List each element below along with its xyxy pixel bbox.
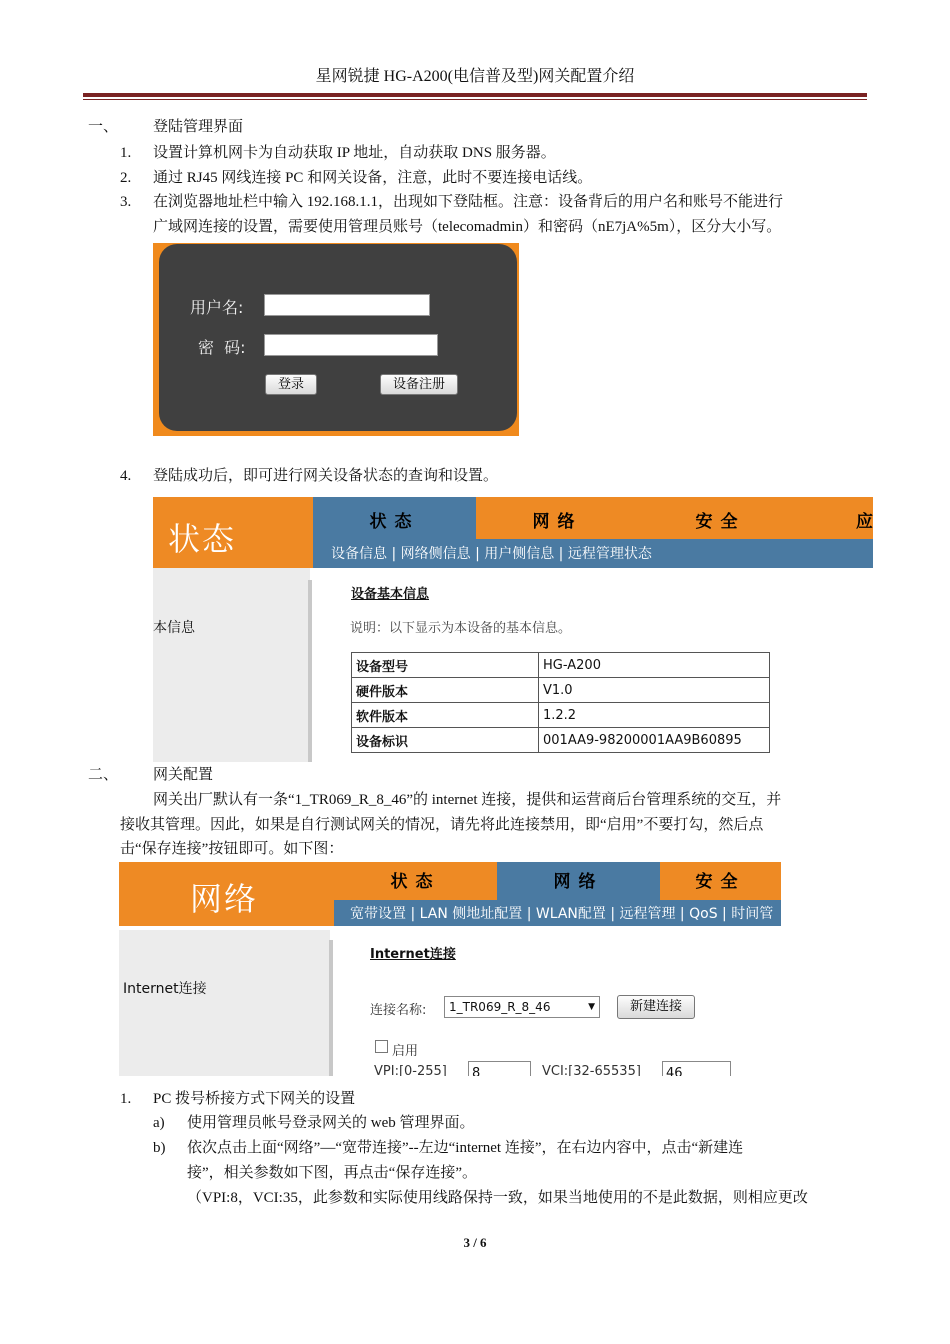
tab-status[interactable]: 状态	[390, 872, 441, 892]
status-side-panel	[153, 568, 310, 762]
network-section-title: Internet连接	[370, 947, 456, 962]
item-number: 3.	[120, 194, 132, 210]
item-number: 2.	[120, 170, 132, 186]
tab-network[interactable]: 网络	[553, 872, 604, 892]
section1-number: 一、	[88, 119, 119, 135]
row-value: V1.0	[539, 678, 770, 703]
subsection-title: PC 拨号桥接方式下网关的设置	[153, 1091, 356, 1107]
new-connection-button[interactable]: 新建连接	[617, 995, 695, 1019]
item-number: b)	[153, 1140, 166, 1156]
item-text-cont: 接”，相关参数如下图，再点击“保存连接”。	[187, 1165, 477, 1181]
tab-app-partial[interactable]: 应	[856, 512, 873, 532]
status-description: 说明：以下显示为本设备的基本信息。	[350, 621, 572, 636]
vci-label: VCI:[32-65535]	[542, 1064, 641, 1076]
section2-para: 接收其管理。因此，如果是自行测试网关的情况，请先将此连接禁用，即“启用”不要打勾，然后点	[120, 817, 764, 833]
section2-title: 网关配置	[153, 767, 214, 783]
item-number: a)	[153, 1115, 165, 1131]
vpi-label: VPI:[0-255]	[374, 1064, 447, 1076]
status-side-label[interactable]: 本信息	[153, 620, 195, 636]
username-label: 用户名:	[190, 298, 244, 317]
password-label: 密 码:	[198, 338, 246, 357]
network-side-panel	[119, 930, 330, 1076]
table-row	[352, 728, 770, 753]
status-subnav[interactable]: 设备信息 | 网络侧信息 | 用户侧信息 | 远程管理状态	[331, 546, 652, 562]
status-big-title: 状态	[168, 520, 237, 558]
section2-para: 击“保存连接”按钮即可。如下图：	[120, 841, 344, 857]
row-key: 硬件版本	[352, 678, 539, 703]
network-big-title: 网络	[190, 880, 259, 918]
device-info-table	[351, 652, 770, 753]
row-key: 设备型号	[352, 653, 539, 678]
item-number: 1.	[120, 1091, 132, 1107]
chevron-down-icon: ▼	[588, 1002, 595, 1012]
section1-title: 登陆管理界面	[153, 119, 244, 135]
enable-checkbox[interactable]	[375, 1040, 388, 1053]
section2-para: 网关出厂默认有一条“1_TR069_R_8_46”的 internet 连接，提供和运营商后台管理系统的交互，并	[153, 792, 782, 808]
row-key: 设备标识	[352, 728, 539, 753]
table-row	[352, 703, 770, 728]
row-key: 软件版本	[352, 703, 539, 728]
login-button[interactable]: 登录	[265, 374, 317, 395]
table-row	[352, 678, 770, 703]
conn-name-label: 连接名称:	[370, 1003, 427, 1018]
tab-security[interactable]: 安全	[695, 512, 746, 532]
conn-name-value: 1_TR069_R_8_46	[449, 1000, 551, 1014]
item-text: 登陆成功后，即可进行网关设备状态的查询和设置。	[153, 468, 499, 484]
section2-number: 二、	[88, 767, 119, 783]
item-text: 在浏览器地址栏中输入 192.168.1.1，出现如下登陆框。注意：设备背后的用户名和账号不能进行	[153, 194, 784, 210]
note-text: （VPI:8，VCI:35，此参数和实际使用线路保持一致，如果当地使用的不是此数据，则相应更改	[187, 1190, 808, 1206]
enable-label: 启用	[392, 1044, 419, 1059]
vpi-vci-row	[370, 1060, 781, 1076]
tab-network[interactable]: 网络	[532, 512, 583, 532]
tab-security[interactable]: 安全	[695, 872, 746, 892]
row-value: HG-A200	[539, 653, 770, 678]
network-subnav[interactable]: 宽带设置 | LAN 侧地址配置 | WLAN配置 | 远程管理 | QoS | 时间管	[350, 906, 774, 922]
password-input[interactable]	[264, 334, 438, 356]
item-text: 通过 RJ45 网线连接 PC 和网关设备，注意，此时不要连接电话线。	[153, 170, 593, 186]
tab-status[interactable]: 状态	[369, 512, 420, 532]
item-number: 1.	[120, 145, 132, 161]
item-text: 依次点击上面“网络”—“宽带连接”--左边“internet 连接”，在右边内容中，点击“新建连	[187, 1140, 744, 1156]
table-row	[352, 653, 770, 678]
vci-input[interactable]: 46	[662, 1061, 731, 1076]
conn-name-select[interactable]	[444, 996, 600, 1018]
status-section-title: 设备基本信息	[351, 587, 430, 602]
row-value: 001AA9-98200001AA9B60895	[539, 728, 770, 753]
header-rule	[83, 93, 867, 97]
username-input[interactable]	[264, 294, 430, 316]
row-value: 1.2.2	[539, 703, 770, 728]
register-button[interactable]: 设备注册	[380, 374, 458, 395]
item-text: 使用管理员帐号登录网关的 web 管理界面。	[187, 1115, 475, 1131]
page-header-title: 星网锐捷 HG-A200(电信普及型)网关配置介绍	[315, 68, 635, 85]
item-text-cont: 广域网连接的设置，需要使用管理员账号（telecomadmin）和密码（nE7jA%5m），区分大小写。	[153, 219, 782, 235]
network-side-label[interactable]: Internet连接	[123, 981, 207, 997]
header-rule-thin	[83, 99, 867, 100]
item-text: 设置计算机网卡为自动获取 IP 地址，自动获取 DNS 服务器。	[153, 145, 556, 161]
side-separator	[308, 580, 312, 762]
item-number: 4.	[120, 468, 132, 484]
page-number: 3 / 6	[463, 1235, 487, 1250]
side-separator	[329, 940, 333, 1076]
vpi-input[interactable]: 8	[468, 1061, 531, 1076]
